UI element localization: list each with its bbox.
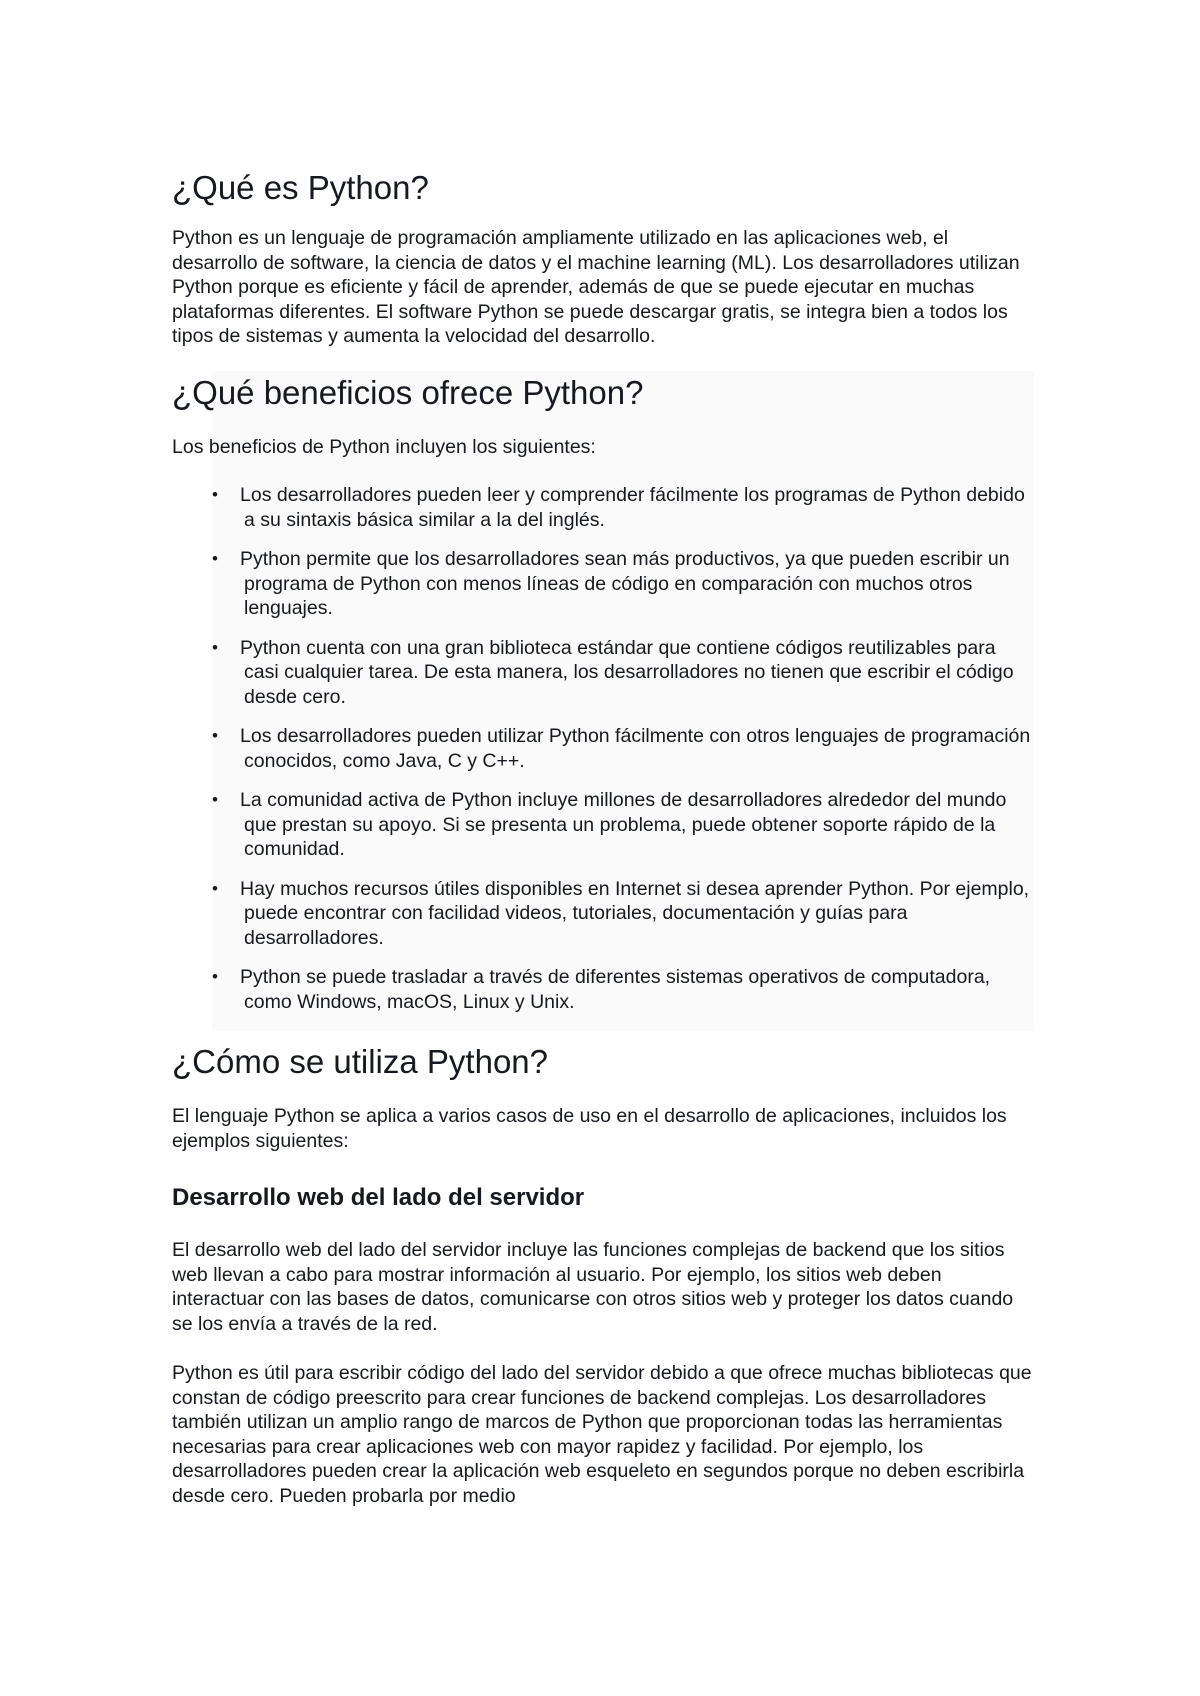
heading-what-is-python: ¿Qué es Python?: [172, 169, 429, 206]
paragraph-server-side-1: El desarrollo web del lado del servidor incluye las funciones complejas de backend que los sitios web llevan a cabo para mostrar información al usuario. Por ejemplo, los sitios web deben interactuar con las bases de datos, comunicarse con otros sitios web y proteger los datos cuando se los envía a través de la red.: [172, 1239, 1014, 1335]
bullet: •: [212, 967, 218, 986]
benefits-section: [172, 371, 1034, 1015]
bullet: •: [212, 726, 218, 745]
heading-benefits: ¿Qué beneficios ofrece Python?: [172, 373, 644, 411]
list-item: [172, 636, 1034, 710]
list-item: [172, 724, 1034, 773]
subheading-server-side-web-development: Desarrollo web del lado del servidor: [172, 1184, 585, 1211]
list-item: [172, 788, 1034, 862]
bullet: •: [212, 549, 218, 568]
list-item-text: La comunidad activa de Python incluye millones de desarrolladores alrededor del mundo que prestan su apoyo. Si se presenta un problema, puede obtener soporte rápido de la comunidad.: [240, 789, 1007, 860]
bullet: •: [212, 790, 218, 809]
paragraph-server-side-2: Python es útil para escribir código del lado del servidor debido a que ofrece muchas bibliotecas que constan de código preescrito para crear funciones de backend complejas. Los desarrolladores también utilizan un amplio rango de marcos de Python que proporcionan todas las herramientas necesarias para crear aplicaciones web con mayor rapidez y facilidad. Por ejemplo, los desarrolladores pueden crear la aplicación web esqueleto en segundos porque no deben escribirla desde cero. Pueden probarla por medio: [172, 1362, 1032, 1507]
list-item-text: Los desarrolladores pueden leer y comprender fácilmente los programas de Python debido a su sintaxis básica similar a la del inglés.: [240, 484, 1025, 531]
list-item-text: Python cuenta con una gran biblioteca estándar que contiene códigos reutilizables para casi cualquier tarea. De esta manera, los desarrolladores no tienen que escribir el código desde cero.: [240, 636, 1014, 708]
list-item-text: Python se puede trasladar a través de diferentes sistemas operativos de computadora, como Windows, macOS, Linux y Unix.: [240, 966, 991, 1013]
heading-how-python-is-used: ¿Cómo se utiliza Python?: [172, 1043, 549, 1080]
list-item-text: Los desarrolladores pueden utilizar Python fácilmente con otros lenguajes de programación conocidos, como Java, C y C++.: [240, 725, 1031, 772]
benefits-list: [172, 483, 1034, 1014]
list-item: [172, 547, 1034, 621]
list-item-text: Hay muchos recursos útiles disponibles en Internet si desea aprender Python. Por ejemplo, puede encontrar con facilidad videos, tutoriales, documentación y guías para desarrolladores.: [240, 877, 1030, 949]
list-item: [172, 483, 1034, 532]
list-item-text: Python permite que los desarrolladores sean más productivos, ya que pueden escribir un programa de Python con menos líneas de código en comparación con muchos otros lenguajes.: [240, 548, 1010, 619]
list-item: [172, 965, 1034, 1014]
list-item: [172, 877, 1034, 951]
document-page: [172, 158, 1034, 1508]
paragraph-what-is-python: Python es un lenguaje de programación ampliamente utilizado en las aplicaciones web, el desarrollo de software, la ciencia de datos y el machine learning (ML). Los desarrolladores utilizan Python porque es eficiente y fácil de aprender, además de que se puede ejecutar en muchas plataformas diferentes. El software Python se puede descargar gratis, se integra bien a todos los tipos de sistemas y aumenta la velocidad del desarrollo.: [172, 227, 1020, 347]
paragraph-benefits-intro: Los beneficios de Python incluyen los siguientes:: [172, 435, 596, 458]
bullet: •: [212, 485, 218, 504]
paragraph-use-cases-intro: El lenguaje Python se aplica a varios casos de uso en el desarrollo de aplicaciones, incluidos los ejemplos siguientes:: [172, 1105, 1007, 1152]
bullet: •: [212, 878, 218, 898]
bullet: •: [212, 637, 218, 657]
